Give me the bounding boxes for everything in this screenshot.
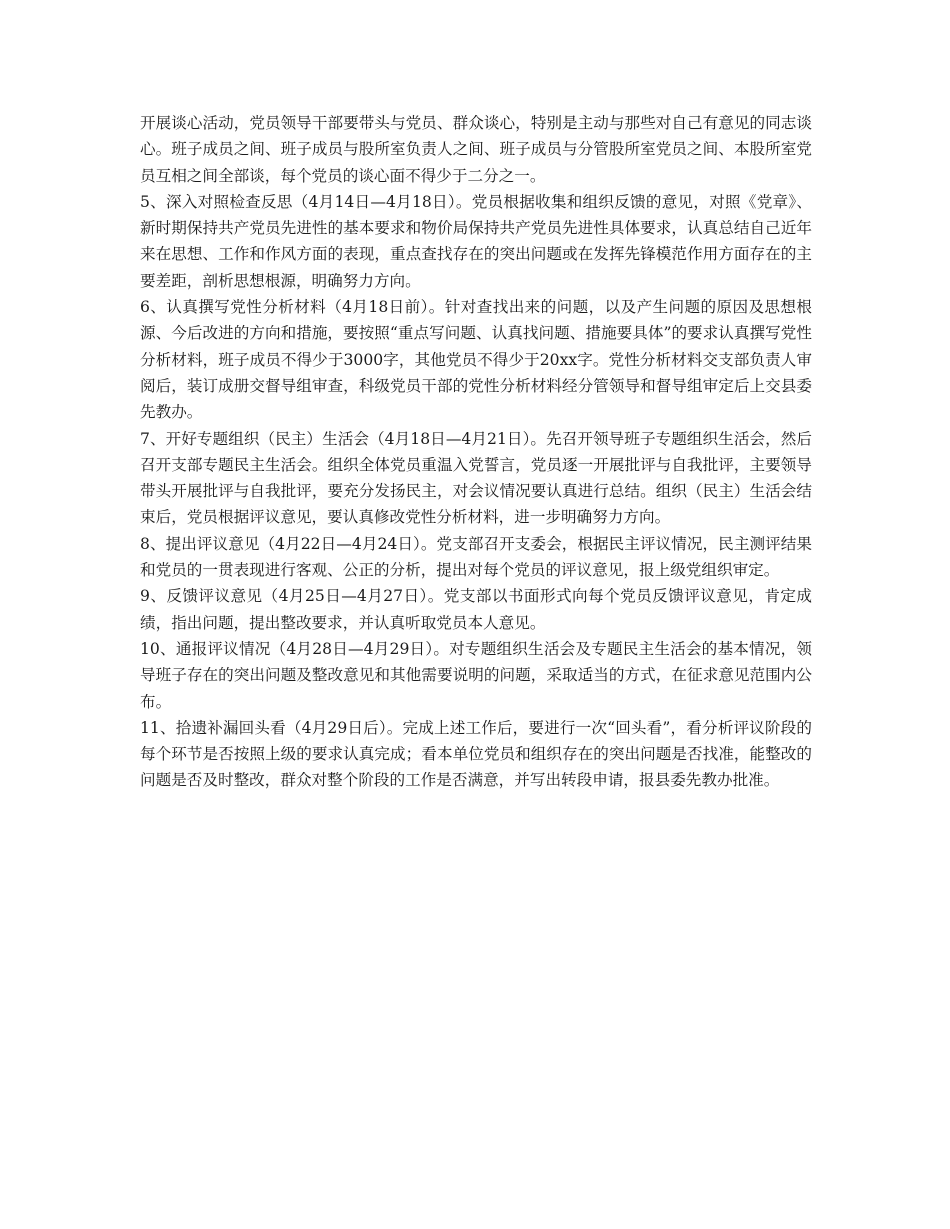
paragraph-step-7-life-meeting: 7、开好专题组织（民主）生活会（4月18日—4月21日）。先召开领导班子专题组织生活会，然后召开支部专题民主生活会。组织全体党员重温入党誓言，党员逐一开展批评与自我批评，主要领导带头开展批评与自我批评，要充分发扬民主，对会议情况要认真进行总结。组织（民主）生活会结束后，党员根据评议意见，要认真修改党性分析材料，进一步明确努力方向。 xyxy=(140,429,812,527)
paragraph-talk-activities: 开展谈心活动，党员领导干部要带头与党员、群众谈心，特别是主动与那些对自己有意见的同志谈心。班子成员之间、班子成员与股所室负责人之间、班子成员与分管股所室党员之间、本股所室党员互相之间全部谈，每个党员的谈心面不得少于二分之一。 xyxy=(140,114,812,185)
paragraph-step-10-report: 10、通报评议情况（4月28日—4月29日）。对专题组织生活会及专题民主生活会的基本情况，领导班子存在的突出问题及整改意见和其他需要说明的问题，采取适当的方式，在征求意见范围内公布。 xyxy=(140,639,812,711)
paragraph-step-6-party-analysis: 6、认真撰写党性分析材料（4月18日前）。针对查找出来的问题，以及产生问题的原因及思想根源、今后改进的方向和措施，要按照“重点写问题、认真找问题、措施要具体”的要求认真撰写党性分析材料，班子成员不得少于3000字，其他党员不得少于20xx字。党性分析材料交支部负责人审阅后，装订成册交督导组审查，科级党员干部的党性分析材料经分管领导和督导组审定后上交县委先教办。 xyxy=(140,298,812,422)
paragraph-step-5-self-reflection: 5、深入对照检查反思（4月14日—4月18日）。党员根据收集和组织反馈的意见，对照《党章》、新时期保持共产党员先进性的基本要求和物价局保持共产党员先进性具体要求，认真总结自己近年来在思想、工作和作风方面的表现，重点查找存在的突出问题或在发挥先锋模范作用方面存在的主要差距，剖析思想根源，明确努力方向。 xyxy=(140,192,812,290)
paragraph-step-9-feedback: 9、反馈评议意见（4月25日—4月27日）。党支部以书面形式向每个党员反馈评议意见，肯定成绩，指出问题，提出整改要求，并认真听取党员本人意见。 xyxy=(140,587,812,632)
paragraph-step-11-review: 11、拾遗补漏回头看（4月29日后）。完成上述工作后，要进行一次“回头看”，看分析评议阶段的每个环节是否按照上级的要求认真完成；看本单位党员和组织存在的突出问题是否找准，能整改的问题是否及时整改，群众对整个阶段的工作是否满意，并写出转段申请，报县委先教办批准。 xyxy=(140,718,812,790)
document-page xyxy=(140,110,812,794)
paragraph-step-8-evaluation-opinions: 8、提出评议意见（4月22日—4月24日）。党支部召开支委会，根据民主评议情况，民主测评结果和党员的一贯表现进行客观、公正的分析，提出对每个党员的评议意见，报上级党组织审定。 xyxy=(140,534,812,580)
